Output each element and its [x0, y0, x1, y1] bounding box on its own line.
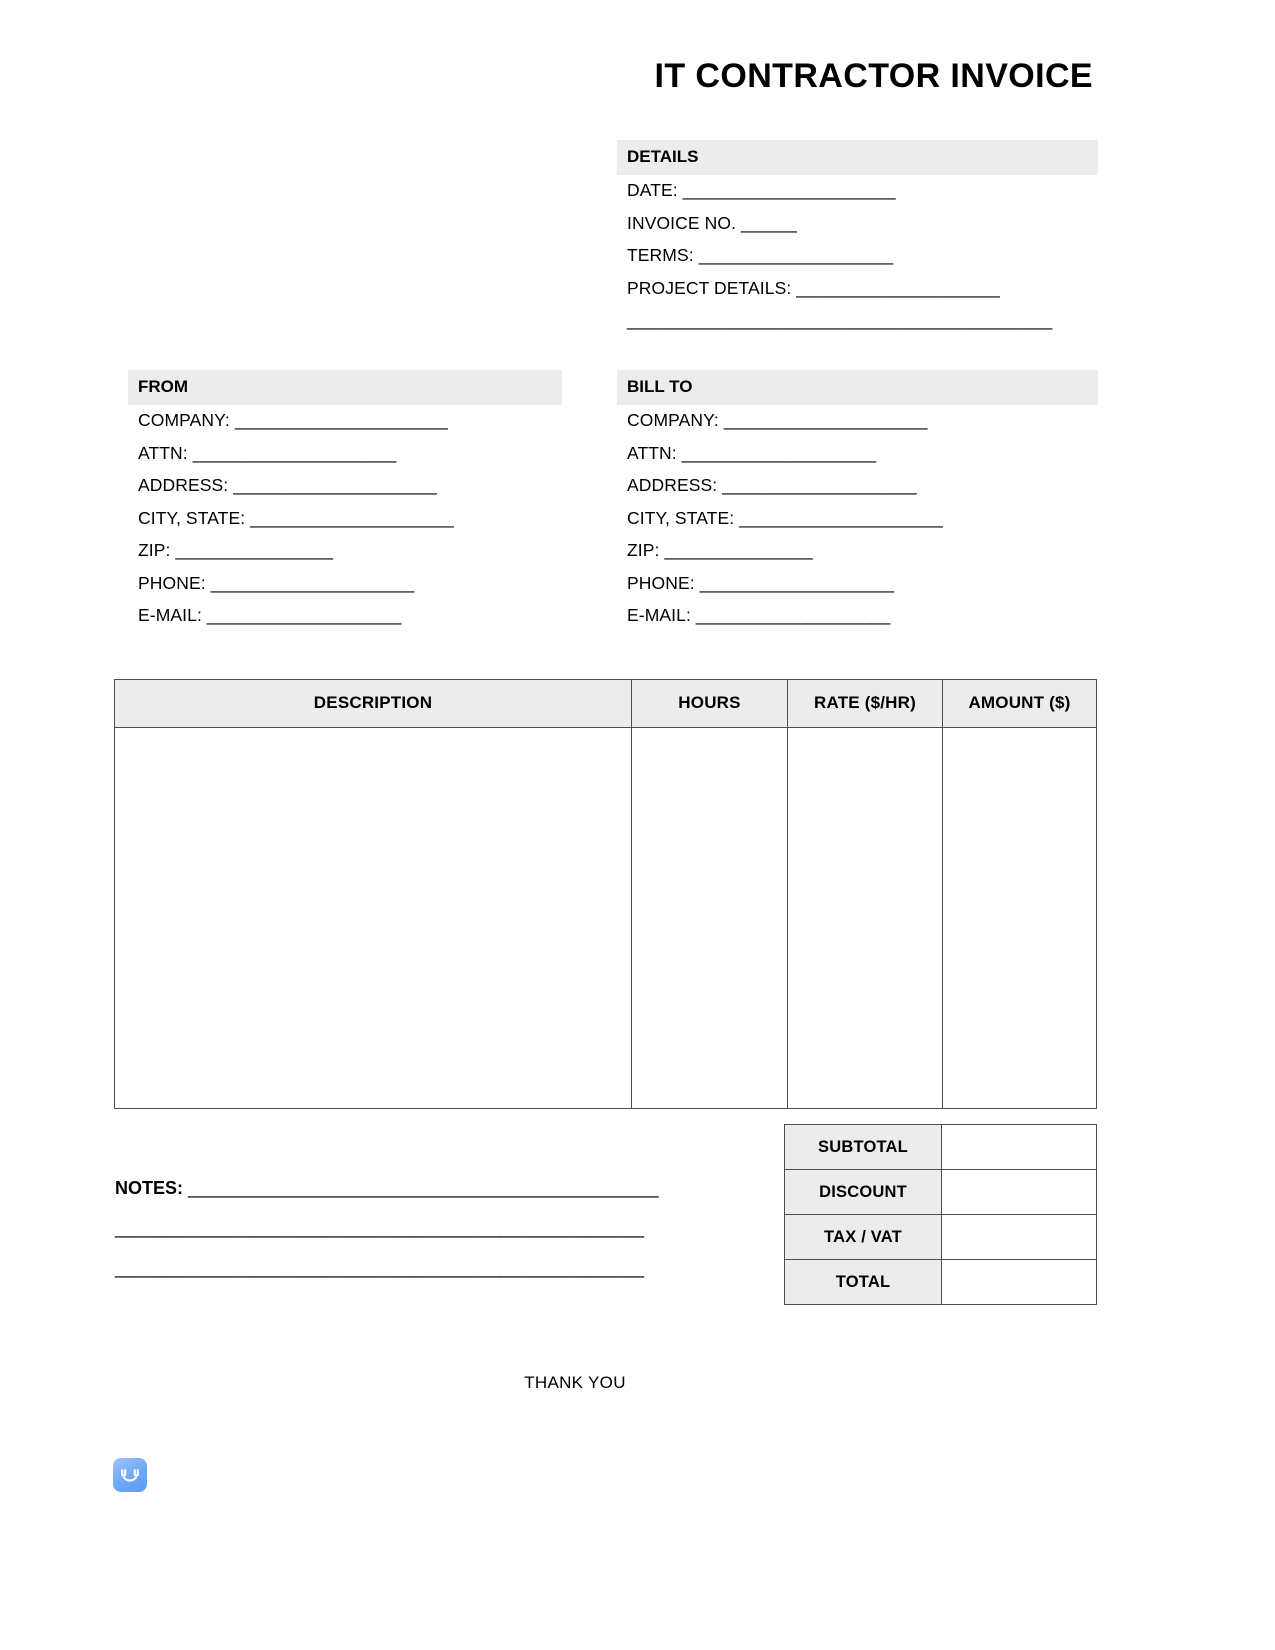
from-field-company-label: COMPANY: [138, 410, 230, 431]
bill-to-field-address[interactable] [617, 470, 1098, 503]
from-field-city-state-blank: ______________________ [250, 507, 454, 528]
from-field-company-blank: _______________________ [234, 410, 448, 431]
totals-row-subtotal [785, 1125, 1097, 1170]
totals-label-tax-vat: TAX / VAT [785, 1215, 942, 1260]
totals-value-discount[interactable] [942, 1170, 1097, 1215]
totals-label-subtotal: SUBTOTAL [785, 1125, 942, 1170]
from-field-zip[interactable] [128, 535, 562, 568]
field-project-details-label: PROJECT DETAILS: [627, 277, 792, 298]
bill-to-field-zip[interactable] [617, 535, 1098, 568]
from-section [128, 370, 562, 632]
from-field-company[interactable] [128, 405, 562, 438]
notes-first-blank: _______________________________________________ [188, 1178, 659, 1198]
from-field-attn[interactable] [128, 437, 562, 470]
from-field-attn-label: ATTN: [138, 442, 188, 463]
notes-label: NOTES [115, 1178, 178, 1198]
bill-to-field-attn-blank: _____________________ [681, 442, 876, 463]
cell-hours[interactable] [632, 728, 788, 1109]
bill-to-field-city-state-label: CITY, STATE: [627, 507, 735, 528]
bill-to-heading: BILL TO [617, 370, 1098, 405]
bill-to-field-attn[interactable] [617, 437, 1098, 470]
invoice-logo-icon [113, 1458, 147, 1492]
field-terms[interactable] [617, 240, 1098, 273]
bill-to-section [617, 370, 1098, 632]
from-field-address[interactable] [128, 470, 562, 503]
bill-to-field-company[interactable] [617, 405, 1098, 438]
bill-to-field-address-label: ADDRESS: [627, 475, 718, 496]
field-invoice-no-blank: ______ [741, 212, 797, 233]
column-header-description: DESCRIPTION [115, 680, 632, 728]
column-header-rate: RATE ($/HR) [788, 680, 943, 728]
notes-label-colon: : [177, 1178, 184, 1198]
bill-to-field-zip-blank: ________________ [664, 540, 813, 561]
bill-to-field-address-blank: _____________________ [722, 475, 917, 496]
field-date[interactable] [617, 175, 1098, 208]
totals-value-tax-vat[interactable] [942, 1215, 1097, 1260]
cell-rate[interactable] [788, 728, 943, 1109]
from-field-email[interactable] [128, 600, 562, 633]
from-field-zip-label: ZIP: [138, 540, 171, 561]
smiley-face-icon [120, 1467, 140, 1483]
totals-label-discount: DISCOUNT [785, 1170, 942, 1215]
notes-section [115, 1168, 715, 1288]
column-header-hours: HOURS [632, 680, 788, 728]
totals-table [784, 1124, 1097, 1305]
bill-to-field-phone[interactable] [617, 567, 1098, 600]
from-field-address-label: ADDRESS: [138, 475, 229, 496]
line-items-table [114, 679, 1097, 1109]
from-field-phone-blank: ______________________ [210, 572, 414, 593]
notes-first-line[interactable] [115, 1168, 715, 1208]
table-header-row [115, 680, 1097, 728]
title-row [0, 58, 1093, 95]
column-header-amount: AMOUNT ($) [943, 680, 1097, 728]
from-field-city-state[interactable] [128, 502, 562, 535]
bill-to-field-city-state[interactable] [617, 502, 1098, 535]
bill-to-field-email[interactable] [617, 600, 1098, 633]
from-field-zip-blank: _________________ [175, 540, 333, 561]
details-heading: DETAILS [617, 140, 1098, 175]
thank-you-text: THANK YOU [524, 1373, 626, 1392]
field-project-details-continuation[interactable]: ______________________________________________ [627, 310, 1052, 331]
totals-row-discount [785, 1170, 1097, 1215]
bill-to-field-email-label: E-MAIL: [627, 605, 691, 626]
from-field-address-blank: ______________________ [233, 475, 437, 496]
field-terms-blank: _____________________ [698, 245, 893, 266]
bill-to-field-email-blank: _____________________ [695, 605, 890, 626]
totals-label-total: TOTAL [785, 1260, 942, 1305]
details-section [617, 140, 1098, 337]
field-project-details-blank: ______________________ [796, 277, 1000, 298]
cell-description[interactable] [115, 728, 632, 1109]
page-title: IT CONTRACTOR INVOICE [654, 57, 1093, 95]
totals-row-tax-vat [785, 1215, 1097, 1260]
bill-to-field-company-label: COMPANY: [627, 410, 719, 431]
field-invoice-no-label: INVOICE NO. [627, 212, 737, 233]
totals-value-subtotal[interactable] [942, 1125, 1097, 1170]
from-field-phone[interactable] [128, 567, 562, 600]
from-field-city-state-label: CITY, STATE: [138, 507, 246, 528]
totals-row-total [785, 1260, 1097, 1305]
from-field-email-label: E-MAIL: [138, 605, 202, 626]
field-project-details[interactable] [617, 272, 1098, 305]
field-date-label: DATE: [627, 180, 678, 201]
bill-to-field-zip-label: ZIP: [627, 540, 660, 561]
from-field-phone-label: PHONE: [138, 572, 206, 593]
bill-to-field-phone-blank: _____________________ [699, 572, 894, 593]
notes-line-3[interactable]: _______________________________________________________ [115, 1258, 644, 1278]
notes-line-2[interactable]: _______________________________________________________ [115, 1218, 644, 1238]
from-heading: FROM [128, 370, 562, 405]
bill-to-field-city-state-blank: ______________________ [739, 507, 943, 528]
bill-to-field-phone-label: PHONE: [627, 572, 695, 593]
bill-to-field-company-blank: ______________________ [723, 410, 927, 431]
cell-amount[interactable] [943, 728, 1097, 1109]
from-field-attn-blank: ______________________ [192, 442, 396, 463]
bill-to-field-attn-label: ATTN: [627, 442, 677, 463]
field-date-blank: _______________________ [682, 180, 896, 201]
totals-value-total[interactable] [942, 1260, 1097, 1305]
field-invoice-no[interactable] [617, 207, 1098, 240]
table-row [115, 728, 1097, 1109]
field-terms-label: TERMS: [627, 245, 694, 266]
from-field-email-blank: _____________________ [206, 605, 401, 626]
